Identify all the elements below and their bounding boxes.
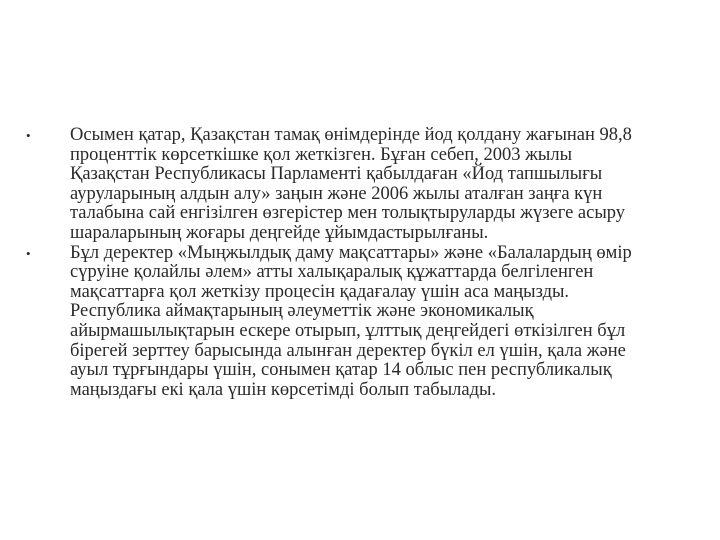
bullet-text — [70, 126, 694, 244]
bullet-dot-icon: • — [26, 128, 31, 143]
bullet-item — [26, 244, 694, 401]
text-line: айырмашылықтарын ескере отырып, ұлттық деңгейдегі өткізілген бұл — [70, 320, 626, 341]
text-line: бірегей зерттеу барысында алынған деректер бүкіл ел үшін, қала және — [70, 340, 626, 361]
text-line: Қазақстан Республикасы Парламенті қабылдаған «Йод тапшылығы — [70, 164, 603, 185]
text-line: маңыздағы екі қала үшін көрсетімді болып табылады. — [70, 379, 497, 400]
text-line: ауруларының алдын алу» заңын және 2006 жылы аталған заңға күн — [70, 183, 603, 204]
text-line: талабына сай енгізілген өзгерістер мен толықтыруларды жүзеге асыру — [70, 203, 626, 224]
bullet-item — [26, 126, 694, 244]
text-line: проценттік көрсеткішке қол жеткізген. Бұған себеп, 2003 жылы — [70, 144, 572, 165]
bullet-dot-icon: • — [26, 245, 31, 261]
text-line: Бұл деректер «Мыңжылдық даму мақсаттары» және «Балалардың өмір — [70, 242, 632, 263]
text-line: Осымен қатар, Қазақстан тамақ өнімдерінде йод қолдану жағынан 98,8 — [70, 125, 632, 145]
bullet-list — [26, 126, 694, 400]
text-line: мақсаттарға қол жеткізу процесін қадағалау үшін аса маңызды. — [70, 281, 570, 302]
text-line: шараларының жоғары деңгейде ұйымдастырылғаны. — [70, 222, 489, 243]
text-line: Республика аймақтарының әлеуметтік және экономикалық — [70, 301, 534, 322]
text-line: ауыл тұрғындары үшін, сонымен қатар 14 облыс пен республикалық — [70, 360, 612, 381]
bullet-text — [70, 244, 694, 401]
text-line: сүруіне қолайлы әлем» атты халықаралық құжаттарда белгіленген — [70, 262, 594, 283]
